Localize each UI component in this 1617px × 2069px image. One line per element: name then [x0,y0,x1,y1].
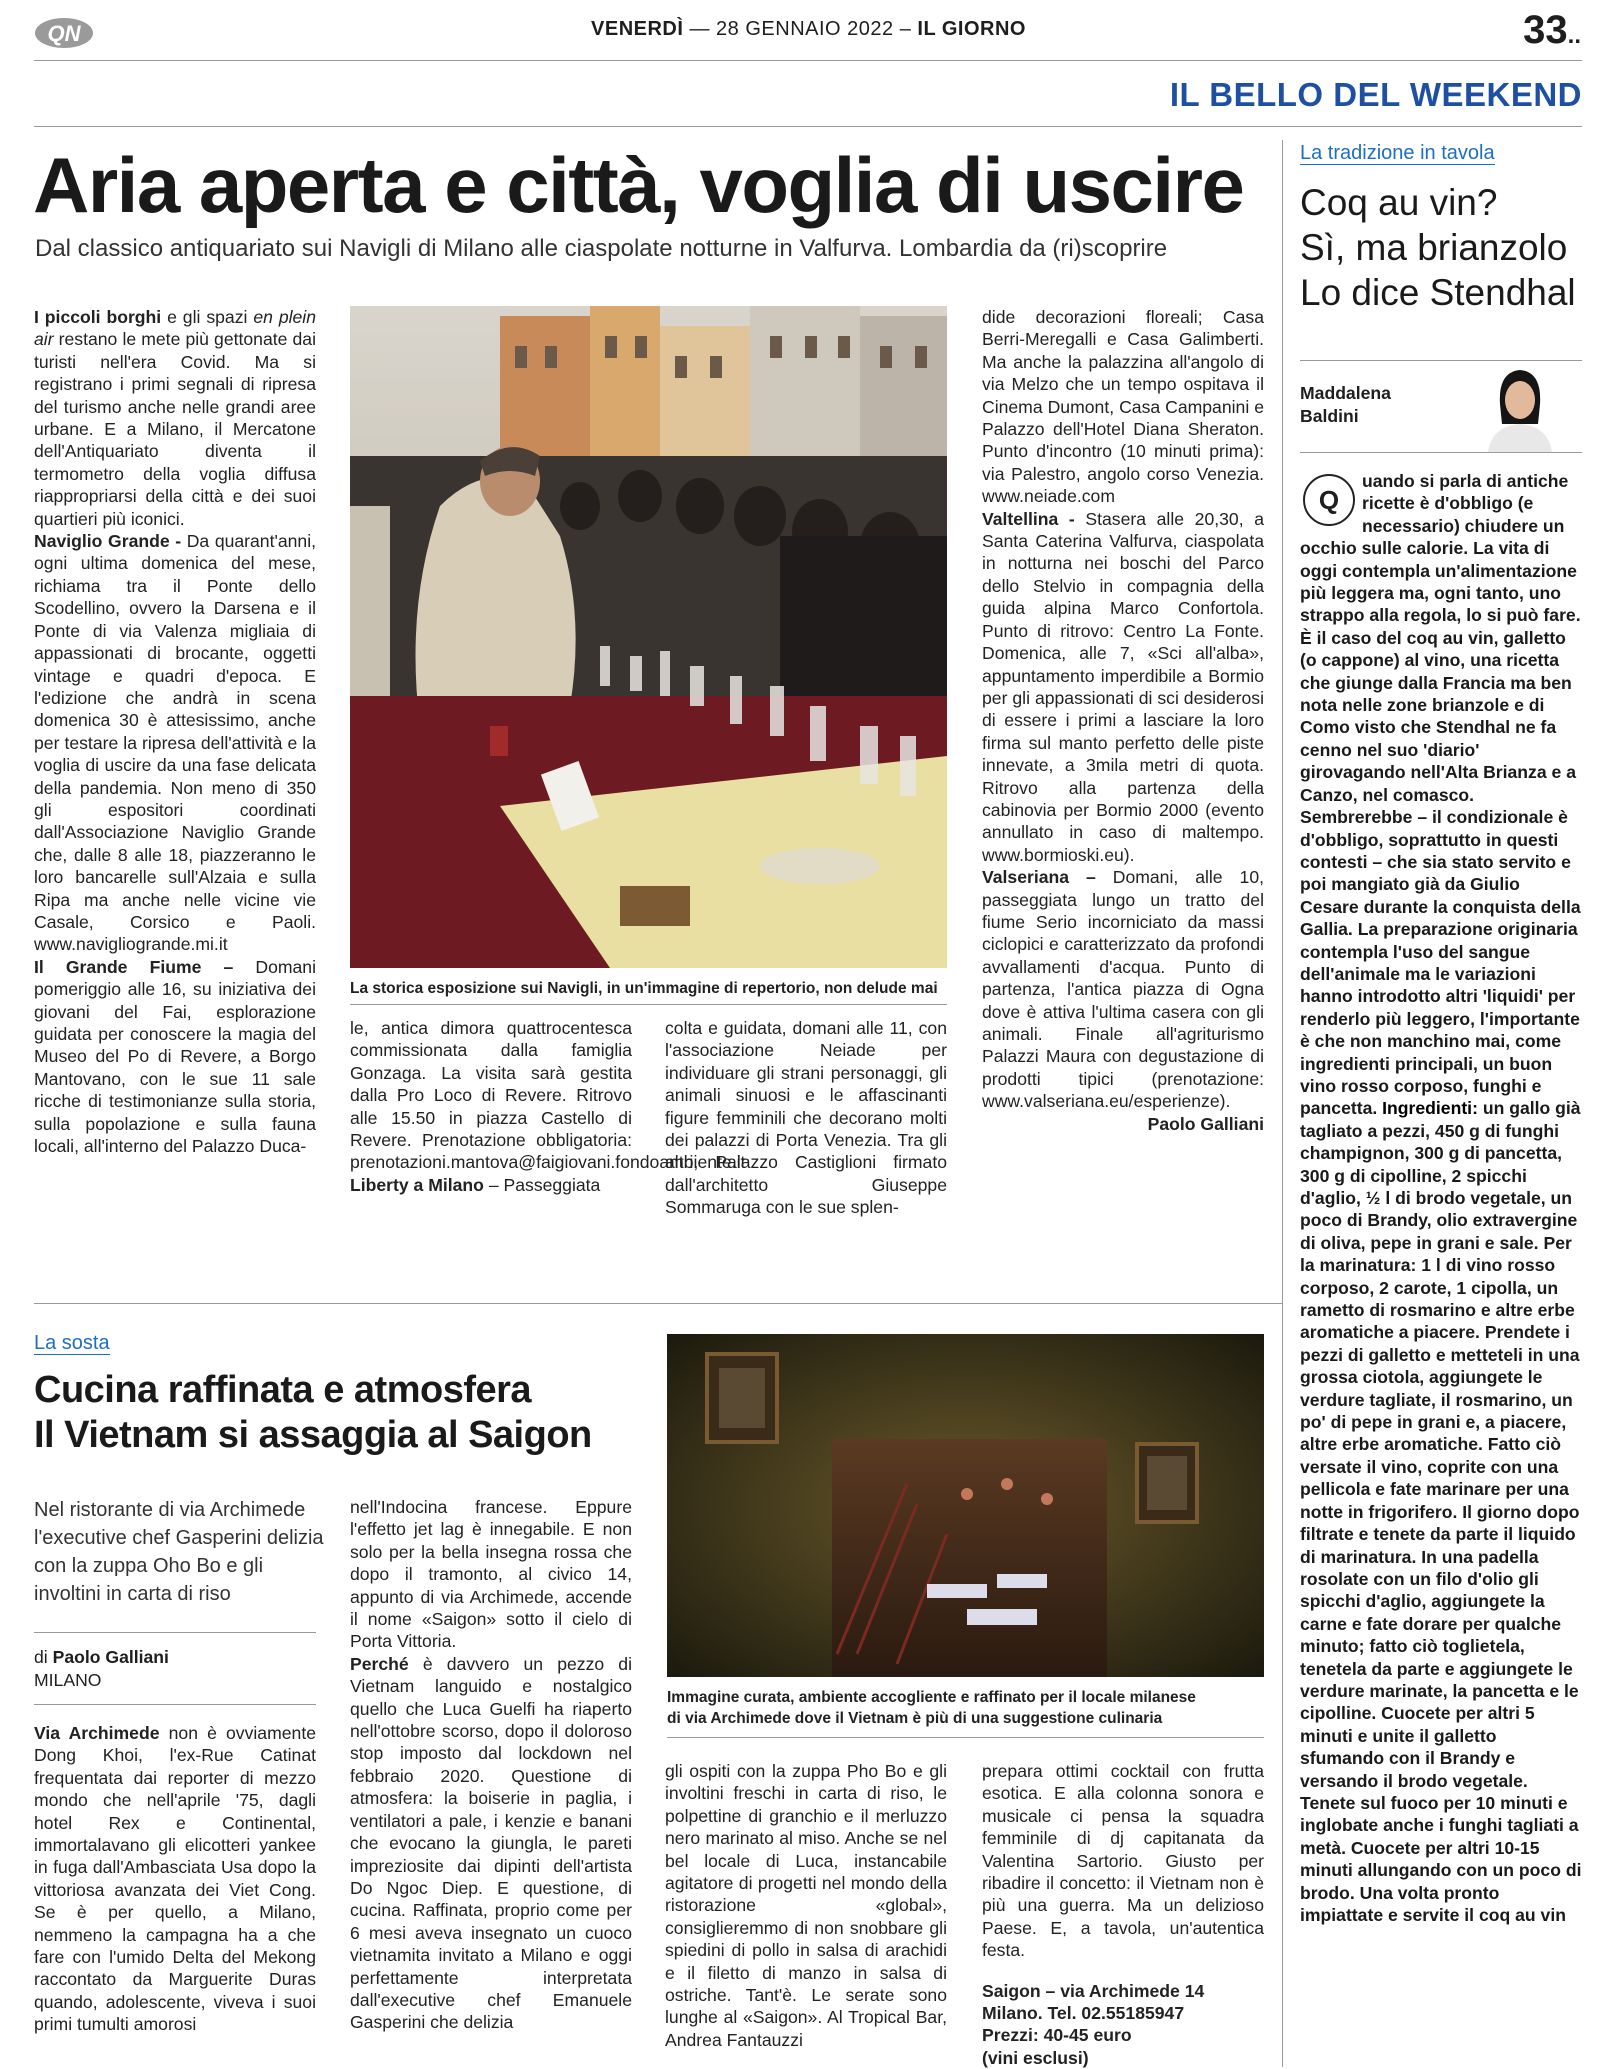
second-kicker: La sosta [34,1332,110,1354]
subheading-valtellina: Valtellina - [982,508,1075,529]
dateline-date: 28 GENNAIO 2022 [716,18,894,40]
main-photo-caption: La storica esposizione sui Navigli, in un'immagine di repertorio, non delude mai [350,980,938,997]
signature: Paolo Galliani [1147,1113,1264,1134]
dateline-day: VENERDÌ [591,18,684,40]
lead-italic: en plein air [34,307,316,350]
second-article-rule [34,1303,1282,1304]
saigon-restaurant-photo [667,1334,1264,1677]
paragraph: gli ospiti con la zuppa Pho Bo e gli involtini freschi in carta di riso, le polpettine di granchio e il merluzzo nero marinato al miso. Anche se nel bel locale di Luca, instancabile agitatore di progetti nel mondo della ristorazione «global», consiglieremmo di non snobbare gli spiedini di pollo in salsa di arachidi e il filetto di manzo in salsa di ostriche. Tant'è. Le serate sono lunghe al «Saigon». Al Tropical Bar, Andrea Fantauzzi [665,1761,947,2050]
main-column-3 [665,1017,947,1219]
paragraph: dide decorazioni floreali; Casa Berri-Meregalli e Casa Galimberti. Ma anche la palazzina all'angolo di via Melzo che un tempo ospitava il Cinema Dumont, Casa Campanini e Palazzo dell'Hotel Diana Sheraton. Punto d'incontro (10 minuti prima): via Palestro, angolo corso Venezia. www.neiade.com [982,307,1264,507]
main-headline: Aria aperta e città, voglia di uscire [33,141,1244,229]
sidebar-divider [1282,140,1283,2067]
subheading-liberty: Liberty a Milano [350,1174,484,1195]
paragraph: La vita di oggi contempla un'alimentazione più leggera ma, ogni tanto, uno strappo alla regola, lo si può fare. È il caso del coq au vin, galletto (o cappone) al vino, una ricetta che giunge dalla Francia ma ben nota nelle zone brianzole e di Como visto che Stendhal ne fa cenno nel suo 'diario' girovagando nell'Alta Brianza e a Canzo, nel comasco. Sembrerebbe – il condizionale è d'obbligo, soprattutto in questi contesti – che sia stato servito e poi mangiato già da Giulio Cesare durante la conquista della Gallia. La preparazione originaria contempla l'uso del sangue dell'animale ma le variazioni hanno introdotto altri 'liquidi' per renderlo più leggero, l'importante è che non manchino mai, come ingredienti principali, un buon vino rosso corposo, funghi e pancetta. [1300,538,1581,1119]
caption-rule [350,1004,947,1005]
author-photo [1480,364,1560,452]
sidebar-body [1300,470,1582,1926]
paragraph: Da quarant'anni, ogni ultima domenica del mese, richiama tra il Ponte dello Scodellino, ovvero la Darsena e il Ponte di via Valenza migliaia di appassionati di brocante, oggetti vintage e quadri d'epoca. E l'edizione che andrà in scena domenica 30 è attesissimo, anche per testare la ripresa dell'attività e la voglia di uscire da una fase delicata della pandemia. Non meno di 350 gli espositori coordinati dall'Associazione Naviglio Grande che, dalle 8 alle 18, piazzeranno le loro bancarelle sull'Alzaia e sulla Ripa ma anche nelle vicine vie Casale, Corsico e Paoli. www.navigliogrande.mi.it [34,531,316,955]
second-lede: Nel ristorante di via Archimede l'executive chef Gasperini delizia con la zuppa Oho Bo e gli involtini in carta di riso [34,1499,324,1605]
navigli-market-photo [350,306,947,968]
byline-name: Paolo Galliani [52,1647,169,1667]
sidebar-lead: uando si parla di antiche ricette è d'obbligo (e necessario) chiudere un occhio sulle calorie. [1300,471,1569,559]
subheading-valseriana: Valseriana – [982,867,1096,888]
second-column-3 [665,1760,947,2051]
byline-rule-bottom [34,1704,316,1705]
ingredients-label: Ingredienti: [1382,1098,1478,1119]
masthead-rule [34,60,1582,61]
restaurant-info: Saigon – via Archimede 14 Milano. Tel. 02.55185947 Prezzi: 40-45 euro (vini esclusi) [982,1980,1205,2068]
byline-city: MILANO [34,1670,102,1690]
page-number: 33.. [1523,8,1581,52]
paragraph: Domani, alle 10, passeggiata lungo un tratto del fiume Serio incorniciato da massi ciclopici e caratterizzato da profondi avvallamenti d'acqua. Punto di partenza, l'antica piazza di Ogna dove è attiva l'ultima casera con gli animali. Finale all'agriturismo Palazzi Maura con degustazione di prodotti tipici (prenotazione: www.valseriana.eu/esperienze). [982,867,1264,1112]
second-photo-caption: Immagine curata, ambiente accogliente e raffinato per il locale milanese di via Archimede dove il Vietnam è più di una suggestione culinaria [667,1689,1196,1727]
paragraph: restano le mete più gettonate dai turisti nell'era Covid. Ma si registrano i primi segnali di ripresa del turismo anche nelle grandi aree urbane. E a Milano, il Mercatone dell'Antiquariato diventa il termometro della voglia diffusa riappropriarsi della città e dei suoi quartieri più iconici. [34,329,316,529]
paragraph: le, antica dimora quattrocentesca commissionata dalla famiglia Gonzaga. La visita sarà gestita dalla Pro Loco di Revere. Ritrovo alle 15.50 in piazza Castello di Revere. Prenotazione obbligatoria: prenotazioni.mantova@faigiovani.fondoambiente.it [350,1018,746,1173]
dateline-paper: IL GIORNO [917,18,1026,40]
subheading-naviglio: Naviglio Grande - [34,531,182,552]
main-column-1: I piccoli borghi e gli spazi en plein air restano le mete più gettonate dai turisti nell'era Covid. Ma si registrano i primi segnali di ripresa del turismo anche nelle grandi aree urbane. E a Milano, il Mercatone dell'Antiquariato diventa il termometro della voglia diffusa riappropriarsi della città e dei suoi quartieri più iconici. Naviglio Grande - Da quarant'anni, ogni ultima domenica del mese, richiama tra il Ponte dello Scodellino, ovvero la Darsena e il Ponte di via Valenza migliaia di appassionati di brocante, oggetti vintage e quadri d'epoca. E l'edizione che andrà in scena domenica 30 è attesissimo, anche per testare la ripresa dell'attività e la voglia di uscire da una fase delicata della pandemia. Non meno di 350 gli espositori coordinati dall'Associazione Naviglio Grande che, dalle 8 alle 18, piazzeranno le loro bancarelle sull'Alzaia e sulla Ripa ma anche nelle vicine vie Casale, Corsico e Paoli. www.navigliogrande.mi.it Il Grande Fiume – Domani pomeriggio alle 16, su iniziativa dei giovani del Fai, esplorazione guidata per conoscere la magia del Museo del Po di Revere, a Borgo Mantovano, con le sue 11 sale ricche di testimonianze sulla storia, sulla popolazione e sulla fauna locali, all'interno del Palazzo Duca- [34,307,316,1157]
main-column-2 [350,1017,746,1196]
second-column-4 [982,1760,1264,2069]
second-byline: di Paolo Galliani MILANO [34,1647,169,1690]
main-subhead: Dal classico antiquariato sui Navigli di Milano alle ciaspolate notturne in Valfurva. Lombardia da (ri)scoprire [35,235,1168,262]
byline-rule [34,1632,316,1633]
subheading-grande-fiume: Il Grande Fiume – [34,956,234,977]
second-column-2 [350,1496,632,2034]
sidebar-author: Maddalena Baldini [1300,383,1391,426]
paragraph: nell'Indocina francese. Eppure l'effetto jet lag è innegabile. E non solo per la bella insegna rossa che dopo il tramonto, al civico 14, appunto di via Archimede, accende il nome «Saigon» sotto il cielo di Porta Vittoria. [350,1497,632,1652]
dateline: VENERDÌ — 28 GENNAIO 2022 – IL GIORNO [591,18,1026,40]
lead-bold: Via Archimede [34,1723,160,1743]
subheading-perche: Perché [350,1653,409,1674]
logo-text: QN [47,21,81,46]
second-column-1 [34,1722,316,2036]
paragraph: – Passeggiata [483,1174,601,1195]
paragraph: Stasera alle 20,30, a Santa Caterina Valfurva, ciaspolata in notturna nei boschi del Parco dello Stelvio in compagnia della guida alpina Marco Confortola. Punto di ritrovo: Centro La Fonte. Domenica, alle 7, «Sci all'alba», appuntamento imperdibile a Bormio per gli appassionati di sci desiderosi di essere i primi a lasciare la loro firma sul manto perfetto delle piste innevate, a 3mila metri di quota. Ritrovo alla partenza della cabinovia per Bormio 2000 (evento annullato in caso di maltempo. www.bormioski.eu). [982,508,1264,865]
paragraph: prepara ottimi cocktail con frutta esotica. E alla colonna sonora e musicale ci pensa la squadra femminile di dj capitanata da Valentina Sartorio. Giusto per ribadire il concetto: il Vietnam non è più una guerra. Ma un delizioso Paese. E, a tavola, un'autentica festa. [982,1761,1264,1961]
dropcap: Q [1303,474,1355,526]
author-rule [1300,452,1582,453]
section-rule [34,126,1582,127]
sidebar-kicker: La tradizione in tavola [1300,142,1495,164]
paragraph: Domani pomeriggio alle 16, su iniziativa dei giovani del Fai, esplorazione guidata per conoscere la magia del Museo del Po di Revere, a Borgo Mantovano, con le sue 11 sale ricche di testimonianze sulla storia, sulla popolazione e sulla fauna locali, all'interno del Palazzo Duca- [34,956,316,1157]
second-headline: Cucina raffinata e atmosfera Il Vietnam si assaggia al Saigon [34,1369,592,1456]
lead-bold: I piccoli borghi [34,307,162,327]
paragraph: colta e guidata, domani alle 11, con l'associazione Neiade per individuare gli strani personaggi, gli animali sinuosi e le affascinanti figure femminili che decorano molti dei palazzi di Porta Venezia. Tra gli altri, Palazzo Castiglioni firmato dall'architetto Giuseppe Sommaruga con le sue splen- [665,1018,947,1218]
paragraph: un gallo già tagliato a pezzi, 450 g di funghi champignon, 300 g di pancetta, 300 g di cipolline, 2 spicchi d'aglio, ½ l di brodo vegetale, un poco di Brandy, olio extravergine di oliva, pepe in grani e sale. Per la marinatura: 1 l di vino rosso corposo, 2 carote, 1 cipolla, un rametto di rosmarino e altre erbe aromatiche a piacere. Prendete i pezzi di galletto e metteteli in una grossa ciotola, aggiungete le verdure tagliate, il rosmarino, un po' di pepe in grani e, a piacere, altre erbe aromatiche. Fatto ciò versate il vino, coprite con una pellicola e fate marinare per una notte in frigorifero. Il giorno dopo filtrate e tenete da parte il liquido di marinatura. In una padella rosolate con un filo d'olio gli spicchi d'aglio, aggiungete la carne e fate dorare per qualche minuto; fatto ciò toglietela, tenetela da parte e aggiungete le verdure marinate, la pancetta e le cipolline. Cuocete per altri 5 minuti e unite il galletto sfumando con il Brandy e versando il brodo vegetale. Tenete sul fuoco per 10 minuti e inglobate anche i funghi tagliati a metà. Cuocete per altri 10-15 minuti allungando con un poco di brodo. Una volta pronto impiattate e servite il coq au vin [1300,1098,1582,1925]
section-title: IL BELLO DEL WEEKEND [1169,76,1582,113]
paragraph: è davvero un pezzo di Vietnam languido e nostalgico quello che Luca Guelfi ha riaperto nell'ottobre scorso, dopo il doloroso stop imposto dal lockdown nel febbraio 2020. Questione di atmosfera: la boiserie in paglia, i ventilatori a pale, i kenzie e banani che evocano la giungla, le pareti impreziosite dai dipinti dell'artista Do Ngoc Diep. E questione, di cucina. Raffinata, proprio come per 6 mesi aveva insegnato un cuoco vietnamita invitato a Milano e oggi perfettamente interpretata dall'executive chef Emanuele Gasperini che delizia [350,1653,632,2033]
sidebar-rule [1300,360,1582,361]
main-column-4 [982,306,1264,1135]
sidebar-title: Coq au vin? Sì, ma brianzolo Lo dice Stendhal [1300,182,1576,313]
paragraph: non è ovviamente Dong Khoi, l'ex-Rue Catinat frequentata dai reporter di mezzo mondo che nell'aprile '75, dagli hotel Rex e Continental, immortalavano gli elicotteri yankee in fuga dall'Ambasciata Usa dopo la vittoriosa avanzata dei Viet Cong. Se è per quello, a Milano, nemmeno la campagna ha a che fare con l'umido Delta del Mekong raccontato da Marguerite Duras quando, adolescente, viveva i suoi primi tumulti amorosi [34,1723,316,2035]
second-caption-rule [667,1737,1264,1738]
